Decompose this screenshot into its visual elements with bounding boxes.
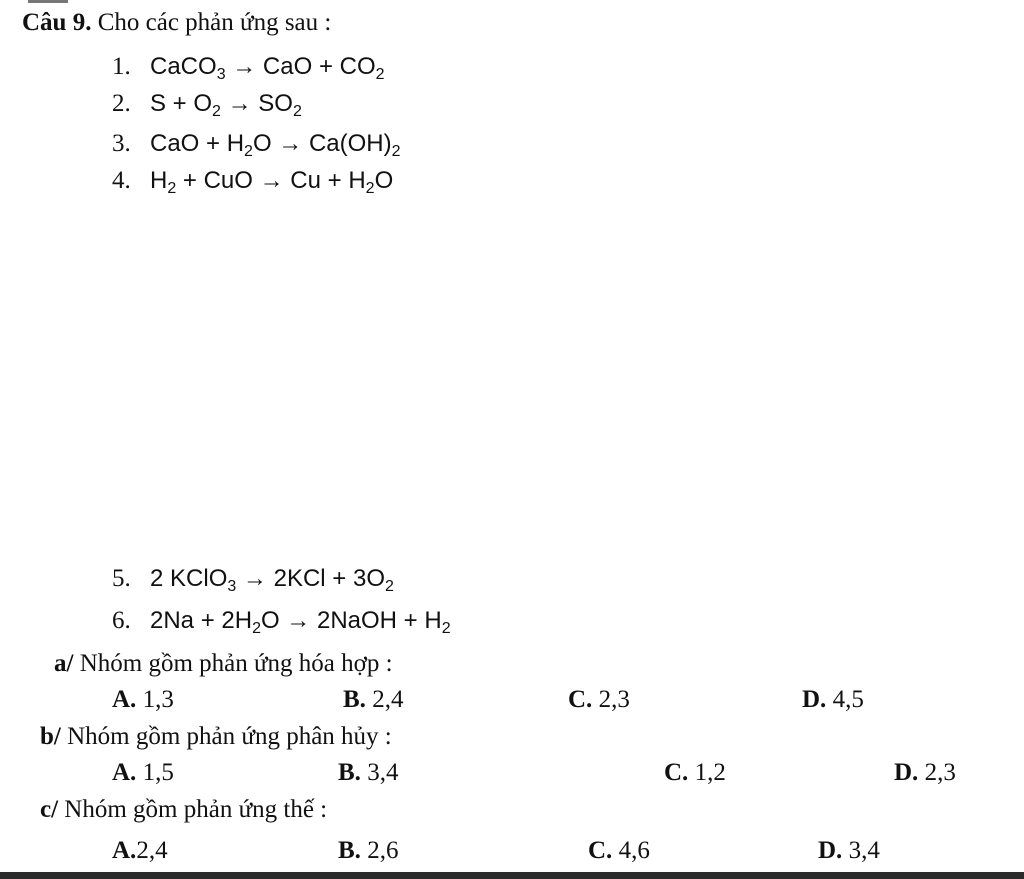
reaction-5 (112, 564, 394, 594)
reaction-number: 4. (112, 167, 131, 194)
reaction-1 (112, 52, 385, 82)
reaction-2 (112, 89, 302, 119)
reaction-3 (112, 129, 401, 159)
reaction-equation: $H_2$ + CuO → $Cu + H_2O$ (150, 167, 394, 197)
option-c-c[interactable]: C. 4,6 (588, 837, 650, 864)
subquestion-a (54, 649, 393, 679)
option-b-d[interactable]: D. 2,3 (894, 759, 956, 786)
question-label: Câu 9. (22, 9, 92, 36)
option-a-b[interactable]: B. 2,4 (343, 686, 404, 713)
option-c-a[interactable]: A.2,4 (112, 837, 168, 864)
question-heading (22, 8, 331, 38)
bottom-border (0, 872, 1024, 879)
option-a-c[interactable]: C. 2,3 (568, 686, 630, 713)
option-c-b[interactable]: B. 2,6 (338, 837, 399, 864)
subquestion-prefix: b/ (40, 723, 61, 750)
subquestion-prefix: c/ (40, 796, 59, 823)
reaction-4 (112, 166, 393, 196)
reaction-number: 3. (112, 130, 131, 157)
reaction-number: 5. (112, 565, 131, 592)
scan-artifact (28, 0, 68, 3)
subquestion-text: Nhóm gồm phản ứng thế : (64, 796, 328, 823)
reaction-equation: CaCO$_3$ → CaO + $CO_2$ (150, 53, 385, 83)
reaction-number: 2. (112, 90, 131, 117)
reaction-equation: CaO + $H_2O \to Ca(OH)_2$ (150, 130, 401, 160)
option-a-a[interactable]: A. 1,3 (112, 686, 174, 713)
option-b-a[interactable]: A. 1,5 (112, 759, 174, 786)
subquestion-text: Nhóm gồm phản ứng hóa hợp : (79, 650, 393, 677)
subquestion-text: Nhóm gồm phản ứng phân hủy : (67, 723, 392, 750)
option-c-d[interactable]: D. 3,4 (818, 837, 880, 864)
option-a-d[interactable]: D. 4,5 (802, 686, 864, 713)
option-b-b[interactable]: B. 3,4 (338, 759, 399, 786)
reaction-number: 1. (112, 53, 131, 80)
subquestion-c (40, 795, 327, 825)
subquestion-b (40, 722, 392, 752)
reaction-equation: 2 KClO$_3$ → $2KCl + 3O_2$ (150, 565, 394, 595)
reaction-number: 6. (112, 607, 131, 634)
option-b-c[interactable]: C. 1,2 (664, 759, 726, 786)
question-prompt: Cho các phản ứng sau : (97, 9, 332, 36)
reaction-equation: $2Na + 2H_2O$ → 2NaOH + $H_2$ (150, 607, 451, 637)
reaction-equation: $S + O_2 \to SO_2$ (150, 90, 302, 120)
reaction-6 (112, 606, 451, 636)
subquestion-prefix: a/ (54, 650, 74, 677)
